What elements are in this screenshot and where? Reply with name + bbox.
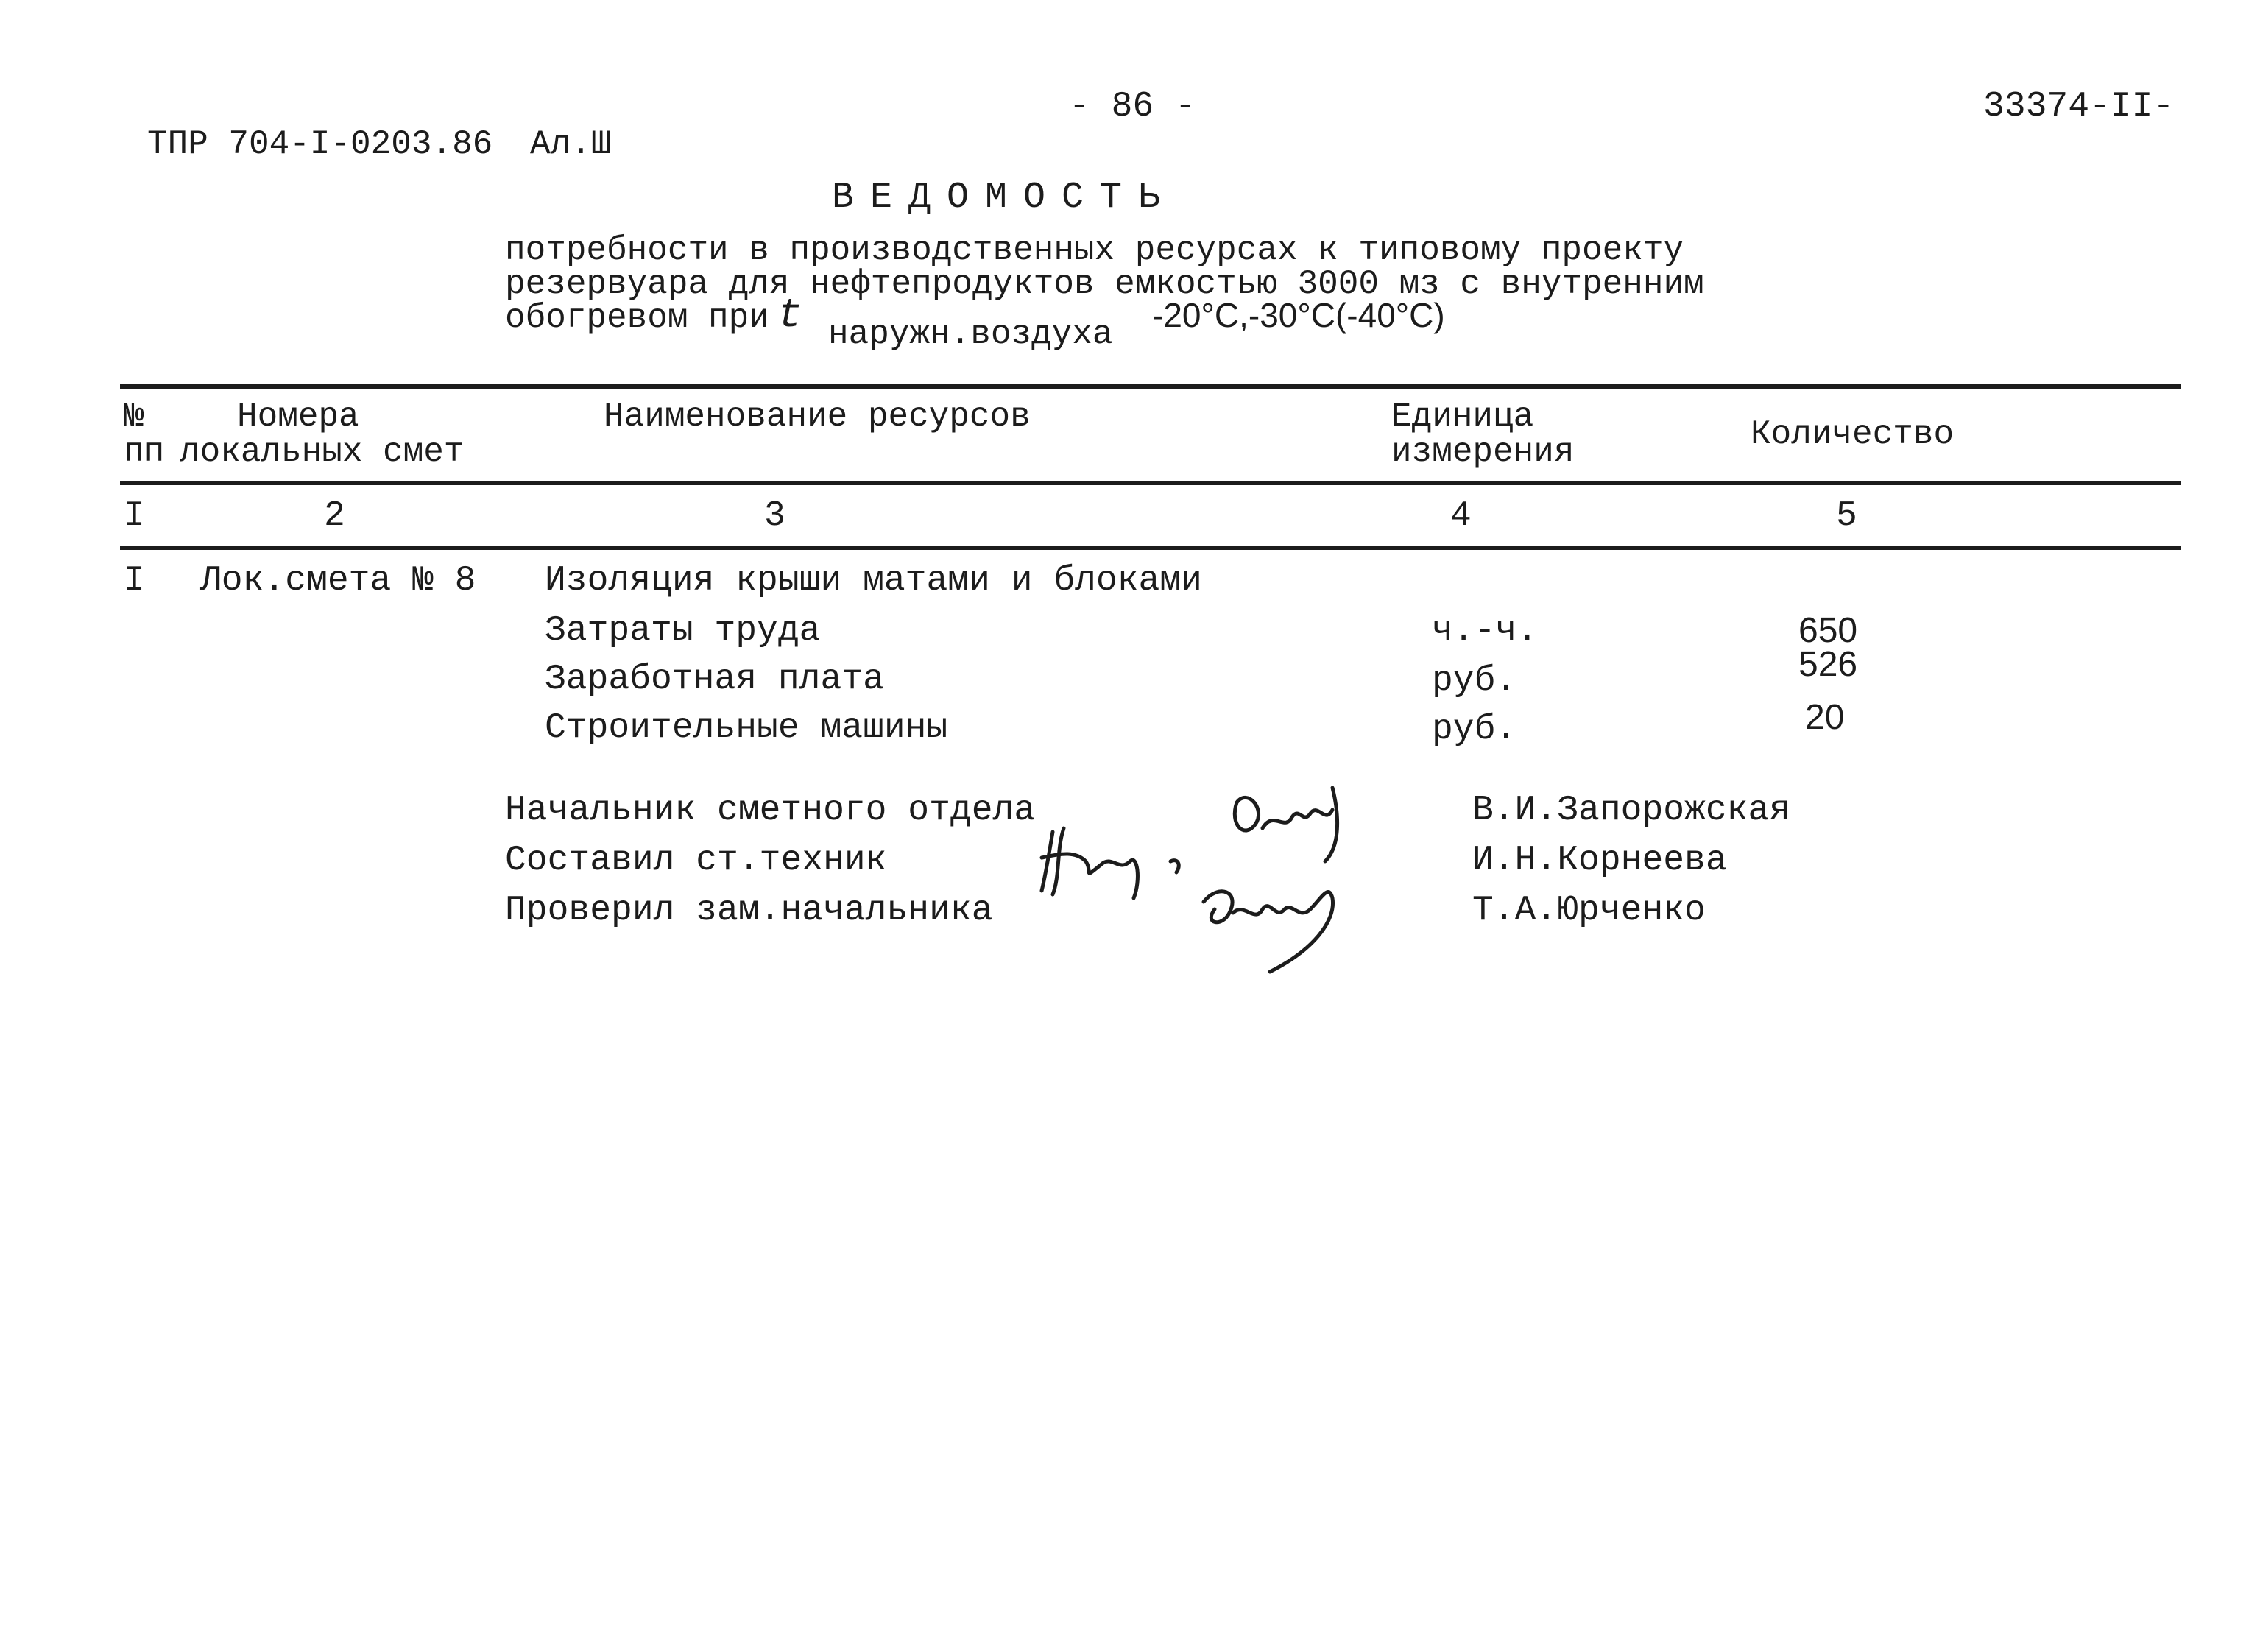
item-name: Заработная плата	[545, 660, 884, 699]
header-number-line-2: пп	[124, 433, 165, 471]
signature-role: Составил ст.техник	[505, 841, 887, 880]
row-title: Изоляция крыши матами и блоками	[545, 561, 1202, 601]
header-unit-line-1: Единица	[1391, 398, 1534, 436]
row-number: I	[124, 561, 145, 601]
item-name: Затраты труда	[545, 611, 821, 651]
header-unit-line-2: измерения	[1391, 433, 1575, 471]
signatory-name: Т.А.Юрченко	[1472, 891, 1706, 931]
header-number-line-1: №	[124, 398, 144, 436]
subtitle-line-1: потребности в производственных ресурсах к типовому проекту	[505, 231, 1684, 269]
handwritten-signature	[1189, 869, 1366, 979]
inventory-number: 33374-II-	[1983, 87, 2175, 127]
document-code: ТПР 704-I-0203.86	[147, 125, 493, 163]
item-unit: ч.-ч.	[1432, 611, 1539, 651]
page-number: - 86 -	[1069, 87, 1196, 127]
header-bottom-rule	[120, 481, 2181, 485]
column-number-rule	[120, 546, 2181, 550]
header-resource-name: Наименование ресурсов	[604, 398, 1031, 436]
column-number-1: I	[124, 496, 145, 536]
column-number-4: 4	[1450, 496, 1472, 536]
column-number-3: 3	[764, 496, 785, 536]
header-quantity: Количество	[1751, 415, 1954, 453]
column-number-5: 5	[1836, 496, 1857, 536]
document-title: ВЕДОМОСТЬ	[832, 177, 1177, 219]
signature-role: Проверил зам.начальника	[505, 891, 993, 931]
item-quantity: 526	[1798, 645, 1858, 684]
column-number-2: 2	[324, 496, 345, 536]
table-top-rule	[120, 384, 2181, 389]
subtitle-line-2: резервуара для нефтепродуктов емкостью 3000 мз с внутренним	[505, 265, 1704, 303]
album-label: Ал.Ш	[530, 125, 612, 163]
handwritten-signature	[1222, 773, 1355, 869]
temperature-values: -20°С,-30°С(-40°С)	[1152, 296, 1445, 334]
handwritten-signature	[1031, 817, 1207, 906]
item-unit: руб.	[1432, 710, 1517, 749]
item-unit: руб.	[1432, 661, 1517, 701]
row-estimate-number: Лок.смета № 8	[200, 561, 476, 601]
signature-role: Начальник сметного отдела	[505, 791, 1036, 830]
item-name: Строительные машины	[545, 708, 948, 748]
signatory-name: И.Н.Корнеева	[1472, 841, 1727, 880]
item-quantity: 20	[1805, 698, 1845, 737]
item-quantity: 650	[1798, 611, 1858, 650]
header-estimate-line-2: локальных смет	[180, 433, 465, 471]
header-estimate-line-1: Номера	[237, 398, 359, 436]
subtitle-line-3: обогревом при	[505, 299, 769, 337]
air-label: наружн.воздуха	[828, 315, 1113, 353]
signatory-name: В.И.Запорожская	[1472, 791, 1791, 830]
temperature-symbol: t	[777, 292, 802, 339]
